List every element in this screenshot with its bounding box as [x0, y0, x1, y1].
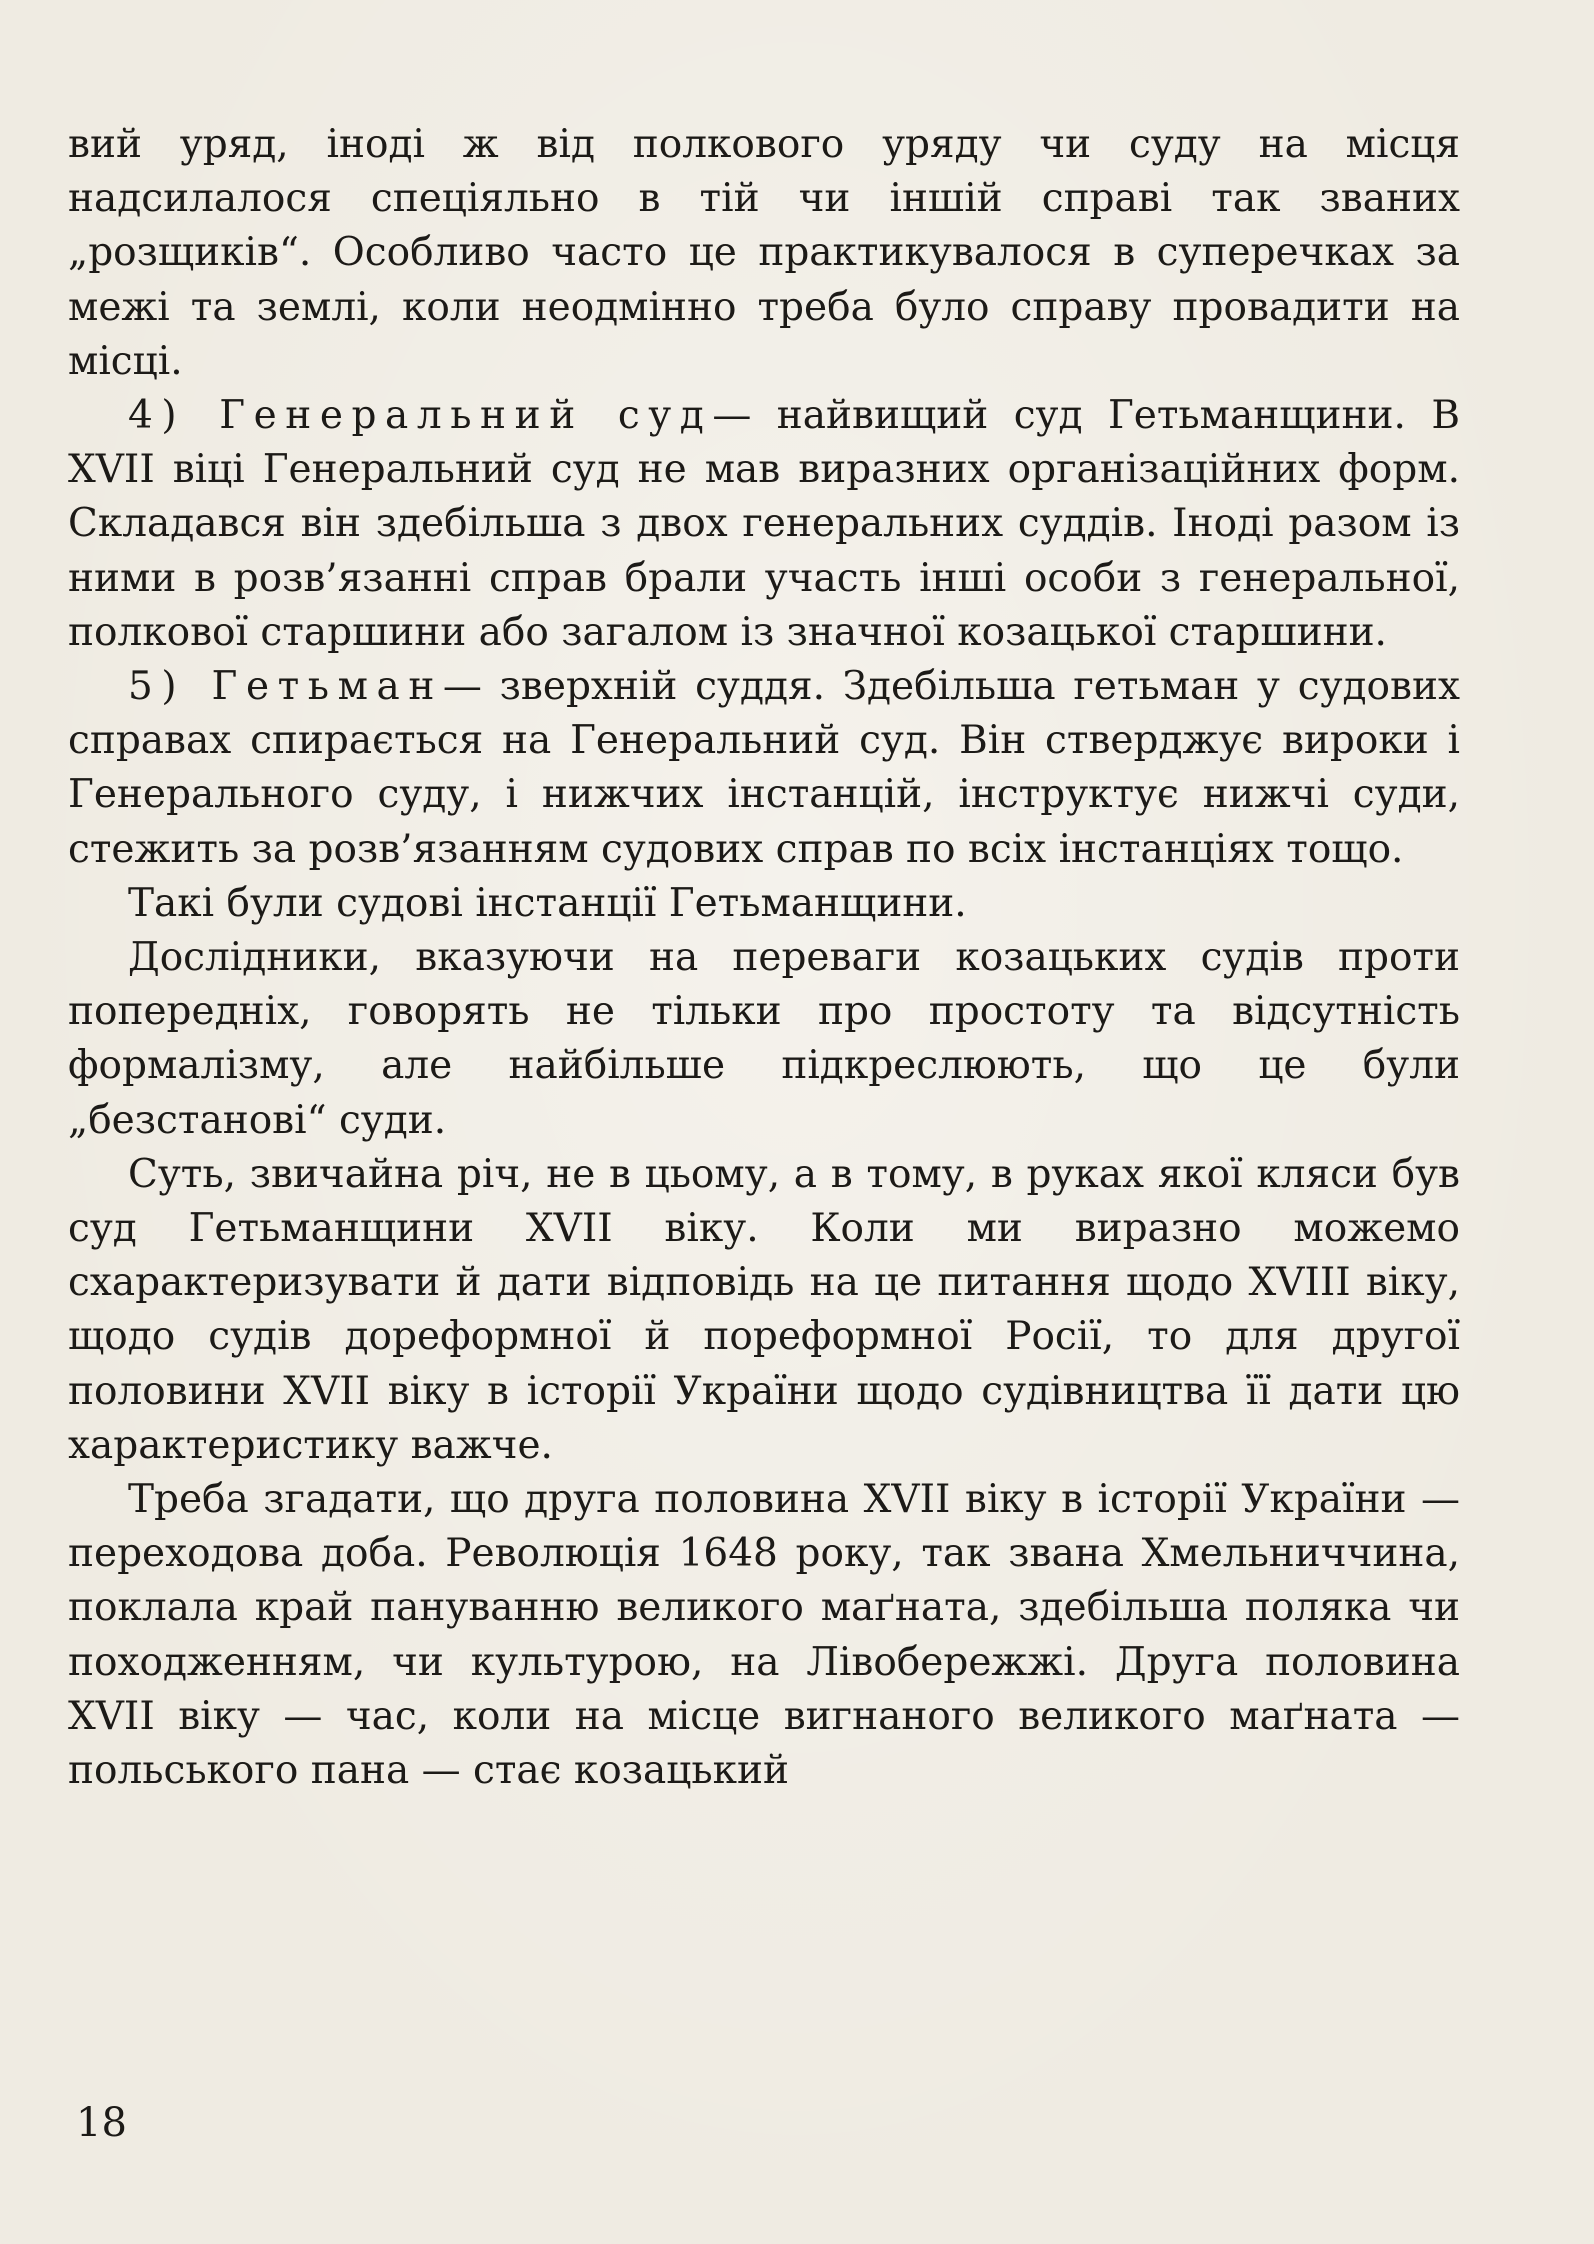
paragraph-4: Такі були судові інстанції Гетьманщини. — [128, 880, 967, 926]
paragraph-1: вий уряд, іноді ж від полкового уряду чи суду на місця надсилалося спеціяльно в тій чи іншій справі так званих „розщиків“. Особливо часто це практикувалося в суперечках за межі та землі, коли неодмінно треба було справу провадити на місці. — [68, 122, 1460, 384]
paragraph-2 — [68, 389, 1460, 660]
paragraph-3-lead: 5) Гетьман — [128, 664, 443, 710]
paragraph-7: Треба згадати, що друга половина XVII віку в історії України — переходова доба. Революція 1648 року, так звана Хмельниччина, поклала край пануванню великого маґната, здебільша поляка чи походженням, чи культурою, на Лівобережжі. Друга половина XVII віку — час, коли на місце вигнаного великого маґната — польського пана — стає козацький — [68, 1477, 1460, 1794]
paragraph-2-lead: 4) Генеральний суд — [128, 393, 713, 439]
page-number: 18 — [76, 2100, 127, 2146]
page-text — [68, 118, 1460, 1798]
paragraph-3-body: — зверхній суддя. Здебільша гетьман у судових справах спирається на Генеральний суд. Він стверджує вироки і Генерального суду, і нижчих інстанцій, інструктує нижчі суди, стежить за розв’язанням судових справ по всіх інстанціях тощо. — [68, 664, 1460, 872]
paragraph-5: Дослідники, вказуючи на переваги козацьких судів проти попередніх, говорять не тільки про простоту та відсутність формалізму, але найбільше підкреслюють, що це були „безстанові“ суди. — [68, 935, 1460, 1143]
paragraph-3 — [68, 660, 1460, 877]
paragraph-2-body: — найвищий суд Гетьманщини. В XVII віці Генеральний суд не мав виразних організаційних форм. Складався він здебільша з двох генеральних суддів. Іноді разом із ними в розв’язанні справ брали участь інші особи з генеральної, полкової старшини або загалом із значної козацької старшини. — [68, 393, 1460, 655]
paragraph-6: Суть, звичайна річ, не в цьому, а в тому, в руках якої кляси був суд Гетьманщини XVII віку. Коли ми виразно можемо схарактеризувати й дати відповідь на це питання щодо XVIII віку, щодо судів дореформної й пореформної Росії, то для другої половини XVII віку в історії України щодо судівництва її дати цю характеристику важче. — [68, 1151, 1460, 1468]
